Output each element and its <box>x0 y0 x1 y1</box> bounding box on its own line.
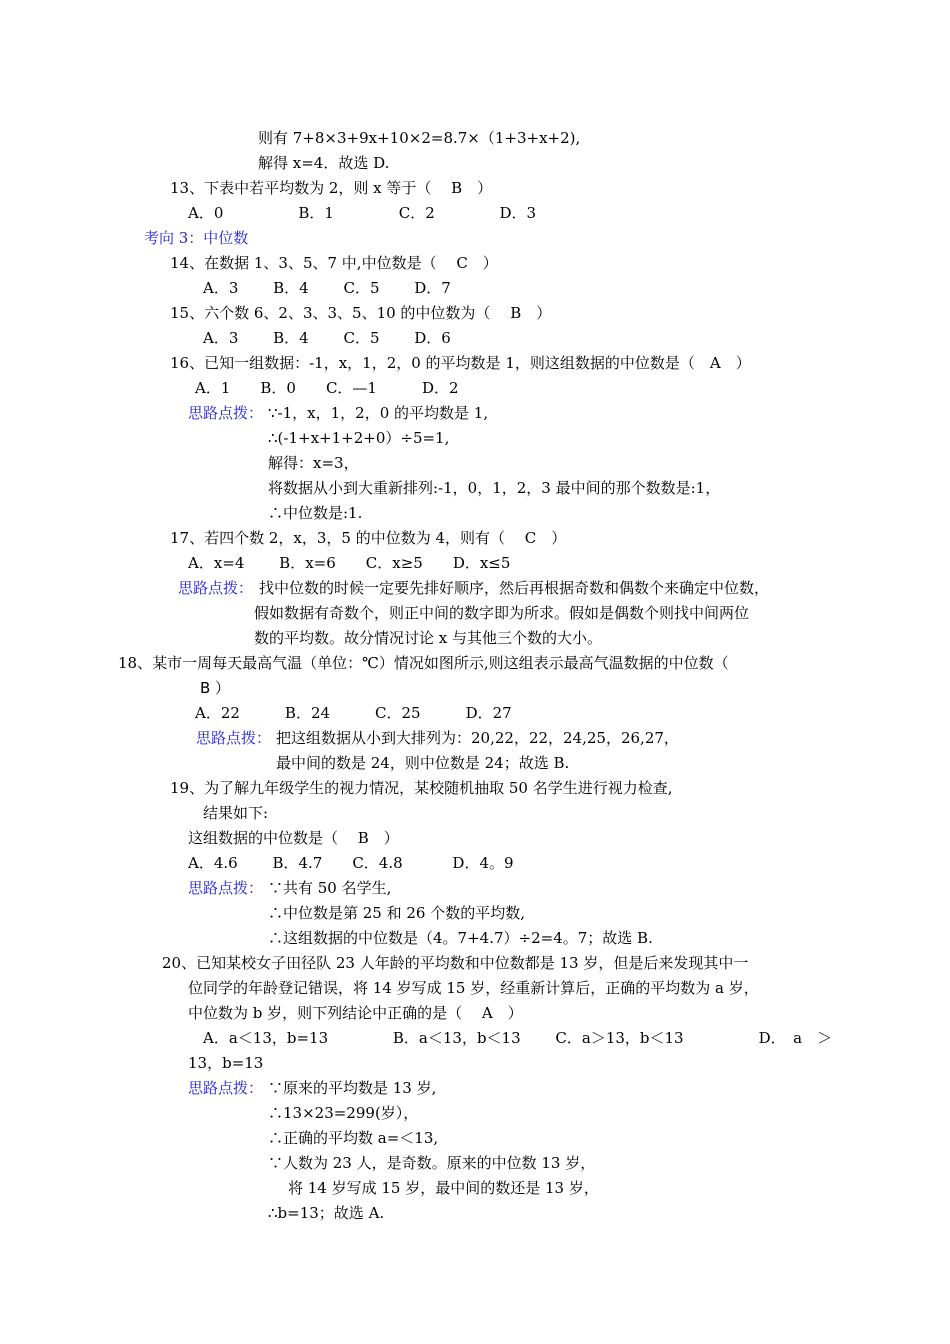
question-16: 16、已知一组数据：-1，x，1，2，0 的平均数是 1，则这组数据的中位数是（ A ） <box>170 354 751 372</box>
question-19: 19、为了解九年级学生的视力情况，某校随机抽取 50 名学生进行视力检查, <box>170 779 673 797</box>
question-20-options: A．a＜13，b=13 B．a＜13，b＜13 C．a＞13，b＜13 D． a ＞ <box>203 1029 833 1047</box>
hint-text: ∵人数为 23 人，是奇数。原来的中位数 13 岁， <box>268 1154 596 1172</box>
hint-text: ∴13×23=299(岁）， <box>268 1104 419 1122</box>
hint-text: 最中间的数是 24，则中位数是 24；故选 B. <box>276 754 570 772</box>
hint-text: 将 14 岁写成 15 岁，最中间的数还是 13 岁， <box>288 1179 599 1197</box>
hint-label: 思路点拨： <box>178 579 254 597</box>
hint-text: ∵-1，x，1，2，0 的平均数是 1, <box>268 404 489 422</box>
question-13-options: A．0 B．1 C．2 D．3 <box>188 204 537 222</box>
question-14-options: A．3 B．4 C．5 D．7 <box>203 279 451 297</box>
text-line: 位同学的年龄登记错误，将 14 岁写成 15 岁，经重新计算后，正确的平均数为 a 岁， <box>188 979 759 997</box>
question-13: 13、下表中若平均数为 2，则 x 等于（ B ） <box>170 179 493 197</box>
hint-text: ∴这组数据的中位数是（4。7+4.7）÷2=4。7；故选 B. <box>268 929 653 947</box>
hint-text: ∵共有 50 名学生, <box>268 879 392 897</box>
hint-text: ∴中位数是:1. <box>268 504 363 522</box>
hint-text: ∴正确的平均数 a=＜13, <box>268 1129 439 1147</box>
hint-label: 思路点拨： <box>188 879 264 897</box>
question-18-options: A．22 B．24 C．25 D．27 <box>195 704 512 722</box>
hint-label: 思路点拨： <box>196 729 272 747</box>
text-line: 则有 7+8×3+9x+10×2=8.7×（1+3+x+2), <box>258 129 581 147</box>
text-line: 这组数据的中位数是（ B ） <box>188 829 399 847</box>
question-14: 14、在数据 1、3、5、7 中,中位数是（ C ） <box>170 254 498 272</box>
question-18-answer: B ） <box>200 679 231 697</box>
hint-text: ∴b=13；故选 A. <box>268 1204 385 1222</box>
hint-text: ∵原来的平均数是 13 岁, <box>268 1079 437 1097</box>
question-15-options: A．3 B．4 C．5 D．6 <box>203 329 451 347</box>
question-19-options: A．4.6 B．4.7 C．4.8 D．4。9 <box>188 854 514 872</box>
question-20: 20、已知某校女子田径队 23 人年龄的平均数和中位数都是 13 岁，但是后来发现其中一 <box>162 954 749 972</box>
question-15: 15、六个数 6、2、3、3、5、10 的中位数为（ B ） <box>170 304 552 322</box>
hint-label: 思路点拨： <box>188 1079 264 1097</box>
question-17: 17、若四个数 2，x，3，5 的中位数为 4，则有（ C ） <box>170 529 567 547</box>
hint-text: ∴中位数是第 25 和 26 个数的平均数, <box>268 904 526 922</box>
hint-text: 找中位数的时候一定要先排好顺序，然后再根据奇数和偶数个来确定中位数， <box>259 579 770 597</box>
hint-label: 思路点拨： <box>188 404 264 422</box>
section-heading: 考向 3：中位数 <box>144 229 249 247</box>
text-line: 13，b=13 <box>188 1054 264 1072</box>
question-18: 18、某市一周每天最高气温（单位：℃）情况如图所示,则这组表示最高气温数据的中位数（ <box>118 654 729 672</box>
question-16-options: A．1 B．0 C．—1 D．2 <box>195 379 459 397</box>
text-line: 解得 x=4．故选 D. <box>258 154 390 172</box>
text-line: 中位数为 b 岁，则下列结论中正确的是（ A ） <box>188 1004 523 1022</box>
hint-text: 将数据从小到大重新排列:-1，0，1，2，3 最中间的那个数数是:1， <box>268 479 721 497</box>
hint-text: 解得：x=3， <box>268 454 359 472</box>
text-line: 结果如下: <box>203 804 269 822</box>
hint-text: 假如数据有奇数个，则正中间的数字即为所求。假如是偶数个则找中间两位 <box>254 604 750 622</box>
hint-text: ∴(-1+x+1+2+0）÷5=1, <box>268 429 450 447</box>
hint-text: 把这组数据从小到大排列为：20,22，22，24,25，26,27， <box>276 729 679 747</box>
hint-text: 数的平均数。故分情况讨论 x 与其他三个数的大小。 <box>254 629 602 647</box>
question-17-options: A．x=4 B．x=6 C．x≥5 D．x≤5 <box>188 554 511 572</box>
